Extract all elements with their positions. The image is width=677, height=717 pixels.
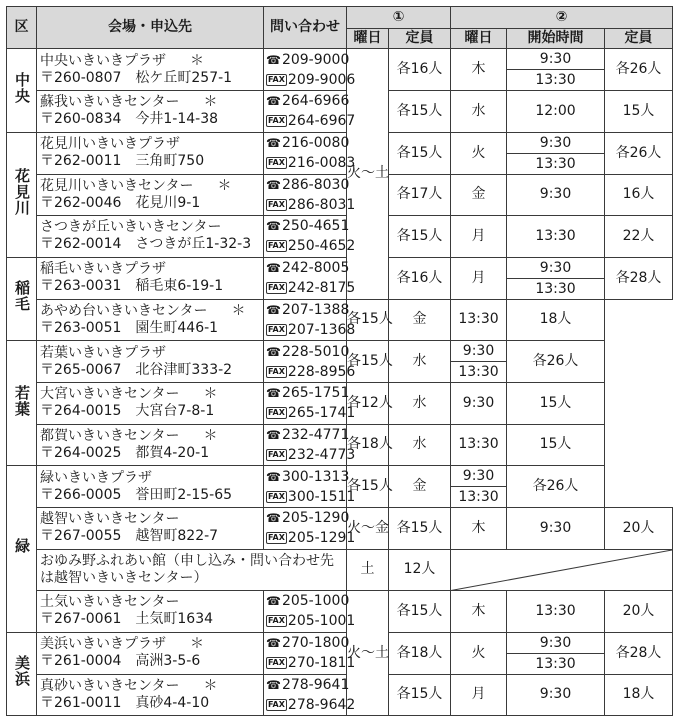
fax-number: 265-1741 xyxy=(287,405,356,422)
venue-cell xyxy=(37,257,264,299)
telephone-icon: ☎ xyxy=(266,511,281,526)
venue-name xyxy=(40,303,263,320)
fax-number: 205-1001 xyxy=(287,613,356,630)
telephone-icon: ☎ xyxy=(266,177,281,192)
venue-name xyxy=(40,386,263,403)
table-row xyxy=(7,341,673,383)
venue-address: 〒265-0067 北谷津町333-2 xyxy=(40,361,233,378)
fax-number: 300-1511 xyxy=(287,488,356,505)
fax-icon: FAX xyxy=(268,324,285,334)
s1-capacity: 各15人 xyxy=(389,591,451,633)
s2-day: 木 xyxy=(451,49,507,91)
venue-address: 〒260-0834 今井1-14-38 xyxy=(40,111,219,128)
header-day-2: 曜日 xyxy=(451,29,507,49)
contact-cell xyxy=(264,466,356,508)
fax-icon: FAX xyxy=(268,408,285,418)
table-row xyxy=(7,508,673,550)
venue-cell xyxy=(37,424,264,466)
ward-wakaba xyxy=(7,341,37,466)
s2-start-time: 13:30 xyxy=(507,591,605,633)
s2-capacity: 20人 xyxy=(605,508,673,550)
venue-name-text: 緑いきいきプラザ xyxy=(40,469,152,486)
s1-capacity: 各16人 xyxy=(389,49,451,91)
s2-day: 木 xyxy=(451,591,507,633)
venue-cell xyxy=(37,466,264,508)
fax-line xyxy=(266,153,356,173)
fax-number: 278-9642 xyxy=(287,696,356,713)
s2-capacity: 各26人 xyxy=(507,341,605,383)
venue-cell xyxy=(37,132,264,174)
header-ward: 区 xyxy=(7,7,37,49)
s2-start-time: 9:30 xyxy=(451,383,507,425)
fax-line xyxy=(266,487,356,507)
contact-cell xyxy=(264,632,356,674)
s1-capacity: 各15人 xyxy=(347,341,389,383)
s2-day: 火 xyxy=(451,132,507,174)
header-session-2: ② xyxy=(451,7,673,29)
s2-start-time: 9:30 xyxy=(507,508,605,550)
start-time-morning: 9:30 xyxy=(462,468,495,484)
phone-number: 300-1313 xyxy=(281,468,350,485)
venue-name-text: 稲毛いきいきプラザ xyxy=(40,261,166,277)
ward-mihama xyxy=(7,632,37,716)
phone-line xyxy=(266,633,350,653)
fax-number: 207-1368 xyxy=(287,321,356,338)
table-row xyxy=(7,383,673,425)
venue-name xyxy=(40,94,263,111)
venue-address: 〒260-0807 松ケ丘町257-1 xyxy=(40,69,233,86)
venue-name xyxy=(40,636,263,653)
fax-icon: FAX xyxy=(268,616,285,626)
contact-cell xyxy=(264,299,356,341)
contact-cell xyxy=(264,216,356,258)
telephone-icon: ☎ xyxy=(266,52,281,67)
venue-cell xyxy=(37,632,264,674)
venue-name-text: 蘇我いきいきセンター xyxy=(40,94,180,111)
fax-icon: FAX xyxy=(268,74,285,84)
venue-name xyxy=(40,345,263,362)
venue-name xyxy=(40,219,263,236)
fax-icon: FAX xyxy=(268,449,285,459)
venue-address: 〒264-0025 都賀4-20-1 xyxy=(40,444,210,461)
phone-line xyxy=(266,508,350,528)
venue-address: 〒261-0004 高洲3-5-6 xyxy=(40,653,201,669)
s2-capacity: 各26人 xyxy=(605,132,673,174)
ward-chuo xyxy=(7,49,37,133)
s2-capacity: 18人 xyxy=(605,674,673,716)
s1-days-tue-fri: 火～金 xyxy=(347,508,389,550)
fax-line xyxy=(266,111,356,131)
s2-capacity: 15人 xyxy=(605,91,673,133)
start-time-morning: 9:30 xyxy=(462,343,495,359)
phone-line xyxy=(266,467,350,487)
venue-name-text: 中央いきいきプラザ xyxy=(40,52,166,69)
fax-number: 270-1811 xyxy=(287,655,356,671)
table-row xyxy=(7,91,673,133)
ward-hanamigawa xyxy=(7,132,37,257)
s2-capacity: 各28人 xyxy=(605,257,673,299)
fax-icon: FAX xyxy=(268,699,285,709)
s2-capacity: 各26人 xyxy=(507,466,605,508)
s1-capacity: 各15人 xyxy=(389,674,451,716)
start-time-morning: 9:30 xyxy=(539,51,572,67)
phone-number: 278-9641 xyxy=(281,676,350,693)
fax-line xyxy=(266,195,356,215)
fax-line xyxy=(266,611,356,631)
venue-address: 〒263-0051 園生町446-1 xyxy=(40,319,219,336)
fax-line xyxy=(266,278,356,298)
fax-icon: FAX xyxy=(268,283,285,292)
table-row xyxy=(7,549,673,591)
telephone-icon: ☎ xyxy=(266,219,281,234)
contact-cell xyxy=(264,174,356,216)
reservation-required-mark: ＊ xyxy=(203,677,218,694)
table-row xyxy=(7,424,673,466)
venue-address: 〒267-0055 越智町822-7 xyxy=(40,528,219,545)
telephone-icon: ☎ xyxy=(266,594,281,609)
venue-cell xyxy=(37,383,264,425)
s1-capacity: 各15人 xyxy=(347,299,389,341)
phone-number: 242-8005 xyxy=(281,260,350,276)
s2-capacity: 16人 xyxy=(605,174,673,216)
diagonal-line xyxy=(451,550,672,591)
header-day-1: 曜日 xyxy=(347,29,389,49)
phone-number: 205-1290 xyxy=(281,510,350,527)
phone-number: 270-1800 xyxy=(281,635,350,651)
contact-cell xyxy=(264,91,356,133)
telephone-icon: ☎ xyxy=(266,261,281,275)
s2-day: 水 xyxy=(389,341,451,383)
telephone-icon: ☎ xyxy=(266,386,281,401)
start-time-afternoon: 13:30 xyxy=(451,486,506,507)
s2-day: 火 xyxy=(451,632,507,674)
venue-name-text: さつきが丘いきいきセンター xyxy=(40,219,222,236)
telephone-icon: ☎ xyxy=(266,136,281,150)
table-row xyxy=(7,299,673,341)
venue-name xyxy=(40,470,263,487)
telephone-icon: ☎ xyxy=(266,427,281,442)
s2-capacity: 20人 xyxy=(605,591,673,633)
venue-name xyxy=(40,511,263,528)
s2-not-applicable xyxy=(451,549,673,591)
venue-address: 〒266-0005 誉田町2-15-65 xyxy=(40,486,233,503)
venue-name-text: 土気いきいきセンター xyxy=(40,594,180,611)
fax-number: 250-4652 xyxy=(287,238,356,255)
header-venue: 会場・申込先 xyxy=(37,7,264,49)
phone-line xyxy=(266,300,350,320)
ward-label: 稲毛 xyxy=(13,280,31,313)
ward-midori xyxy=(7,466,37,633)
phone-line xyxy=(266,91,350,111)
s2-start-times xyxy=(507,49,605,91)
s2-day: 金 xyxy=(389,299,451,341)
contact-cell xyxy=(264,341,356,383)
fax-number: 228-8956 xyxy=(287,363,356,380)
table-row xyxy=(7,216,673,258)
s2-day: 月 xyxy=(451,674,507,716)
s2-capacity: 各28人 xyxy=(605,632,673,674)
s1-capacity: 各12人 xyxy=(347,383,389,425)
venue-cell xyxy=(37,591,264,633)
fax-number: 209-9006 xyxy=(287,71,356,88)
venue-cell xyxy=(37,49,264,91)
start-time-afternoon: 13:30 xyxy=(507,153,604,174)
venue-address: 〒262-0046 花見川9-1 xyxy=(40,194,201,211)
s2-day: 水 xyxy=(389,383,451,425)
fax-number: 264-6967 xyxy=(287,113,356,130)
s1-days-tue-sat-2: 火～土 xyxy=(347,591,389,716)
s2-day: 水 xyxy=(451,91,507,133)
phone-number: 232-4771 xyxy=(281,426,350,443)
ward-label: 花見川 xyxy=(13,168,31,216)
schedule-table xyxy=(6,6,673,716)
reservation-required-mark: ＊ xyxy=(190,52,204,69)
s1-capacity: 各18人 xyxy=(347,424,389,466)
table-row xyxy=(7,257,673,299)
phone-number: 216-0080 xyxy=(281,135,350,151)
venue-name xyxy=(40,53,263,70)
s2-day: 月 xyxy=(451,216,507,258)
fax-line xyxy=(266,236,356,256)
s2-start-time: 13:30 xyxy=(507,216,605,258)
s1-days-tue-sat: 火～土 xyxy=(347,49,389,300)
phone-number: 250-4651 xyxy=(281,218,350,235)
fax-icon: FAX xyxy=(268,533,285,543)
s2-capacity: 18人 xyxy=(507,299,605,341)
start-time-morning: 9:30 xyxy=(539,259,572,276)
phone-number: 207-1388 xyxy=(281,301,350,318)
venue-cell xyxy=(37,299,264,341)
phone-line xyxy=(266,425,350,445)
fax-icon: FAX xyxy=(268,199,285,209)
phone-line xyxy=(266,50,350,70)
reservation-required-mark: ＊ xyxy=(203,427,218,444)
fax-icon: FAX xyxy=(268,241,285,251)
s1-capacity: 各15人 xyxy=(389,132,451,174)
fax-line xyxy=(266,362,356,382)
venue-address: 〒262-0014 さつきが丘1-32-3 xyxy=(40,236,252,253)
venue-cell xyxy=(37,174,264,216)
venue-note: おゆみ野ふれあい館（申し込み・問い合わせ先は越智いきいきセンター） xyxy=(37,549,347,591)
header-contact: 問い合わせ xyxy=(264,7,347,49)
venue-name xyxy=(40,136,263,153)
fax-icon: FAX xyxy=(268,116,285,126)
fax-icon: FAX xyxy=(268,491,285,501)
s2-start-time: 13:30 xyxy=(451,424,507,466)
venue-cell xyxy=(37,91,264,133)
venue-name-text: 若葉いきいきプラザ xyxy=(40,344,166,361)
s1-capacity: 各15人 xyxy=(389,508,451,550)
table-row xyxy=(7,632,673,674)
fax-line xyxy=(266,70,356,90)
fax-line xyxy=(266,445,356,465)
contact-cell xyxy=(264,132,356,174)
s2-start-time: 9:30 xyxy=(507,174,605,216)
table-row xyxy=(7,591,673,633)
telephone-icon: ☎ xyxy=(266,302,281,317)
venue-address: 〒263-0031 稲毛東6-19-1 xyxy=(40,278,224,294)
venue-name-text: 大宮いきいきセンター xyxy=(40,386,180,403)
venue-name xyxy=(40,178,263,195)
ward-label: 中央 xyxy=(13,71,31,104)
venue-name xyxy=(40,594,263,611)
start-time-afternoon: 13:30 xyxy=(507,653,604,674)
venue-name-text: 真砂いきいきセンター xyxy=(40,677,180,694)
contact-cell xyxy=(264,257,356,299)
s2-start-times xyxy=(451,341,507,383)
contact-cell xyxy=(264,383,356,425)
start-time-morning: 9:30 xyxy=(539,134,572,151)
s2-start-times xyxy=(507,257,605,299)
telephone-icon: ☎ xyxy=(266,94,281,109)
start-time-afternoon: 13:30 xyxy=(507,278,604,299)
venue-address: 〒261-0011 真砂4-4-10 xyxy=(40,694,210,711)
s2-day: 金 xyxy=(451,174,507,216)
fax-line xyxy=(266,653,356,673)
fax-number: 205-1291 xyxy=(287,530,356,547)
fax-icon: FAX xyxy=(268,366,285,376)
header-capacity-2: 定員 xyxy=(605,29,673,49)
s1-capacity: 各17人 xyxy=(389,174,451,216)
phone-line xyxy=(266,591,350,611)
start-time-afternoon: 13:30 xyxy=(507,69,604,90)
fax-line xyxy=(266,403,356,423)
phone-line xyxy=(266,342,350,362)
contact-cell xyxy=(264,424,356,466)
venue-name-text: 花見川いきいきセンター xyxy=(40,177,194,194)
start-time-afternoon: 13:30 xyxy=(451,361,506,382)
venue-name-text: 越智いきいきセンター xyxy=(40,511,180,528)
phone-line xyxy=(266,175,350,195)
fax-number: 232-4773 xyxy=(287,446,356,463)
ward-inage xyxy=(7,257,37,341)
s2-capacity: 15人 xyxy=(507,383,605,425)
phone-line xyxy=(266,216,350,236)
venue-address: 〒262-0011 三角町750 xyxy=(40,153,205,169)
s2-start-time: 13:30 xyxy=(451,299,507,341)
reservation-required-mark: ＊ xyxy=(203,94,218,111)
venue-name-text: 美浜いきいきプラザ xyxy=(40,636,166,652)
s1-capacity: 各18人 xyxy=(389,632,451,674)
header-start-time: 開始時間 xyxy=(507,29,605,49)
phone-number: 286-8030 xyxy=(281,176,350,193)
telephone-icon: ☎ xyxy=(266,677,281,692)
phone-line xyxy=(266,258,350,278)
s2-capacity: 22人 xyxy=(605,216,673,258)
venue-address: 〒267-0061 土気町1634 xyxy=(40,611,214,628)
phone-number: 264-6966 xyxy=(281,93,350,110)
phone-number: 209-9000 xyxy=(281,51,350,68)
venue-address: 〒264-0015 大宮台7-8-1 xyxy=(40,403,215,420)
fax-line xyxy=(266,320,356,340)
s1-capacity: 各15人 xyxy=(389,91,451,133)
fax-line xyxy=(266,528,356,548)
ward-label: 美浜 xyxy=(13,655,31,688)
s2-start-times xyxy=(451,466,507,508)
phone-number: 265-1751 xyxy=(281,385,350,402)
ward-label: 緑 xyxy=(13,538,31,555)
s1-capacity: 12人 xyxy=(389,549,451,591)
venue-name-text: あやめ台いきいきセンター xyxy=(40,302,208,319)
table-row xyxy=(7,174,673,216)
venue-cell xyxy=(37,674,264,716)
header-session-1: ① xyxy=(347,7,451,29)
reservation-required-mark: ＊ xyxy=(217,177,232,194)
header-capacity-1: 定員 xyxy=(389,29,451,49)
contact-cell xyxy=(264,674,356,716)
venue-name xyxy=(40,428,263,445)
reservation-required-mark: ＊ xyxy=(203,386,218,403)
telephone-icon: ☎ xyxy=(266,344,281,359)
s1-capacity: 各15人 xyxy=(347,466,389,508)
contact-cell xyxy=(264,49,356,91)
telephone-icon: ☎ xyxy=(266,636,281,650)
venue-cell xyxy=(37,341,264,383)
fax-number: 242-8175 xyxy=(287,280,356,296)
s2-capacity: 15人 xyxy=(507,424,605,466)
s2-start-time: 12:00 xyxy=(507,91,605,133)
fax-line xyxy=(266,695,356,715)
reservation-required-mark: ＊ xyxy=(231,302,246,319)
s2-start-times xyxy=(507,632,605,674)
phone-number: 228-5010 xyxy=(281,343,350,360)
fax-number: 286-8031 xyxy=(287,196,356,213)
s1-days-sat: 土 xyxy=(347,549,389,591)
s2-day: 水 xyxy=(389,424,451,466)
venue-cell xyxy=(37,216,264,258)
telephone-icon: ☎ xyxy=(266,469,281,484)
s2-day: 月 xyxy=(451,257,507,299)
fax-icon: FAX xyxy=(268,658,285,667)
table-row xyxy=(7,466,673,508)
phone-number: 205-1000 xyxy=(281,593,350,610)
s2-day: 金 xyxy=(389,466,451,508)
fax-number: 216-0083 xyxy=(287,155,356,171)
reservation-required-mark: ＊ xyxy=(190,636,204,652)
s1-capacity: 各15人 xyxy=(389,216,451,258)
venue-name xyxy=(40,261,263,278)
phone-line xyxy=(266,675,350,695)
venue-name-text: 都賀いきいきセンター xyxy=(40,427,180,444)
contact-cell xyxy=(264,591,356,633)
venue-name xyxy=(40,678,263,695)
s2-start-times xyxy=(507,132,605,174)
s2-day: 木 xyxy=(451,508,507,550)
phone-line xyxy=(266,133,350,153)
table-row xyxy=(7,674,673,716)
s2-start-time: 9:30 xyxy=(507,674,605,716)
table-row xyxy=(7,49,673,91)
venue-name-text: 花見川いきいきプラザ xyxy=(40,136,180,152)
s2-capacity: 各26人 xyxy=(605,49,673,91)
contact-cell xyxy=(264,508,356,550)
venue-cell xyxy=(37,508,264,550)
start-time-morning: 9:30 xyxy=(539,634,572,651)
fax-icon: FAX xyxy=(268,158,285,167)
table-row xyxy=(7,132,673,174)
ward-label: 若葉 xyxy=(13,384,31,417)
s1-capacity: 各16人 xyxy=(389,257,451,299)
phone-line xyxy=(266,383,350,403)
